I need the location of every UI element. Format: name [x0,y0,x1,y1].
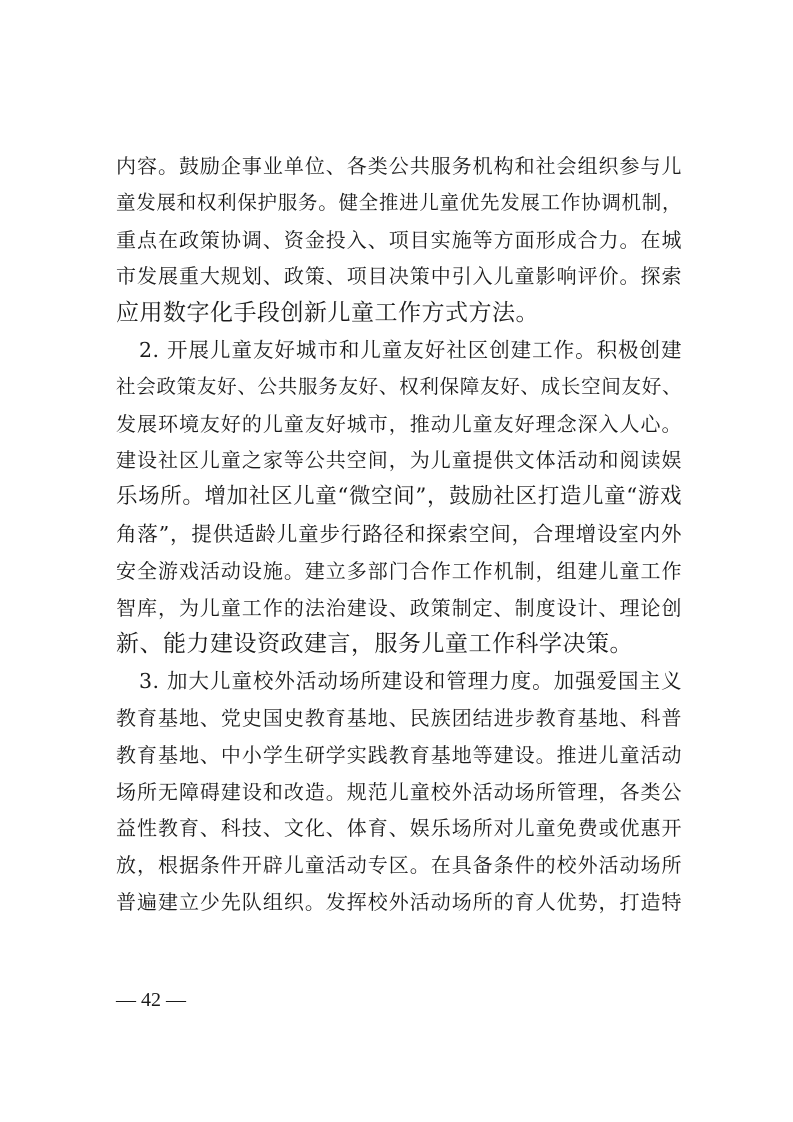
text-line: 教育基地、党史国史教育基地、民族团结进步教育基地、科普 [116,705,682,730]
text-line: 场所无障碍建设和改造。规范儿童校外活动场所管理，各类公 [116,779,682,804]
text-line: 角落”，提供适龄儿童步行路径和探索空间，合理增设室内外 [116,521,682,546]
text-line: 3. 加大儿童校外活动场所建设和管理力度。加强爱国主义 [139,669,682,694]
text-line: 放，根据条件开辟儿童活动专区。在具备条件的校外活动场所 [116,853,682,878]
text-line: 市发展重大规划、政策、项目决策中引入儿童影响评价。探索 [116,264,682,289]
page-number: — 42 — [116,989,186,1011]
paragraph-2 [116,332,682,663]
text-line: 内容。鼓励企事业单位、各类公共服务机构和社会组织参与儿 [116,154,682,178]
text-line: 应用数字化手段创新儿童工作方式方法。 [116,300,539,327]
text-line: 重点在政策协调、资金投入、项目实施等方面形成合力。在城 [116,227,682,252]
text-line: 新、能力建设资政建言，服务儿童工作科学决策。 [116,631,633,658]
text-line: 发展环境友好的儿童友好城市，推动儿童友好理念深入人心。 [116,411,682,436]
text-line: 乐场所。增加社区儿童“微空间”，鼓励社区打造儿童“游戏 [116,484,682,510]
text-line: 益性教育、科技、文化、体育、娱乐场所对儿童免费或优惠开 [116,816,682,841]
text-line: 童发展和权利保护服务。健全推进儿童优先发展工作协调机制， [116,190,682,214]
text-line: 教育基地、中小学生研学实践教育基地等建设。推进儿童活动 [116,742,682,767]
text-line: 2. 开展儿童友好城市和儿童友好社区创建工作。积极创建 [139,337,682,362]
paragraph-3 [116,663,682,921]
text-line: 安全游戏活动设施。建立多部门合作工作机制，组建儿童工作 [116,558,682,583]
text-line: 智库，为儿童工作的法治建设、政策制定、制度设计、理论创 [116,595,682,620]
document-body [116,148,682,921]
text-line: 建设社区儿童之家等公共空间，为儿童提供文体活动和阅读娱 [116,448,682,473]
text-line: 普遍建立少先队组织。发挥校外活动场所的育人优势，打造特 [116,889,682,914]
text-line: 社会政策友好、公共服务友好、权利保障友好、成长空间友好、 [116,374,682,398]
paragraph-1 [116,148,682,332]
